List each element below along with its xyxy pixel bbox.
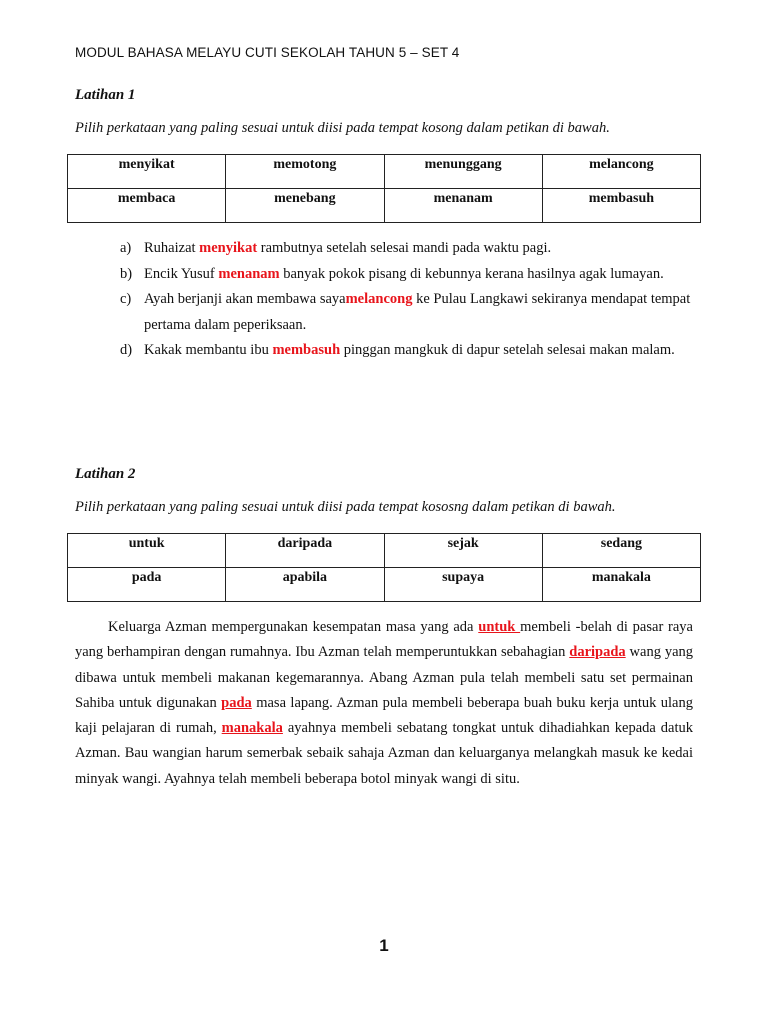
latihan-2-instruction: Pilih perkataan yang paling sesuai untuk diisi pada tempat kososng dalam petikan di bawah. — [75, 499, 616, 515]
item-text: Ruhaizat — [144, 240, 200, 256]
table-row — [68, 534, 701, 568]
word-cell: menyikat — [68, 155, 226, 189]
answer-word: daripada — [569, 644, 626, 661]
word-cell: sejak — [384, 534, 542, 568]
table-row — [68, 568, 701, 602]
item-text: Ayah berjanji akan membawa saya — [144, 291, 346, 307]
word-cell: menebang — [226, 189, 384, 223]
passage-text: masa lapang. Azman pula membeli beberapa buah buku kerja untuk ulang kaji pelajaran di rumah, — [75, 694, 693, 737]
latihan-1-instruction: Pilih perkataan yang paling sesuai untuk diisi pada tempat kosong dalam petikan di bawah. — [75, 120, 610, 136]
answer-word: manakala — [221, 720, 283, 737]
word-cell: melancong — [542, 155, 700, 189]
passage-text: ayahnya membeli sebatang tongkat untuk dihadiahkan kepada datuk Azman. Bau wangian harum semerbak sebaik sahaja Azman dan keluarganya melangkah masuk ke kedai minyak wangi. Ayahnya telah membeli beberapa botol minyak wangi di situ. — [75, 720, 693, 787]
word-cell: memotong — [226, 155, 384, 189]
word-cell: pada — [68, 568, 226, 602]
item-marker: a) — [120, 240, 132, 256]
latihan-1-answer-list — [120, 236, 700, 364]
word-cell: apabila — [226, 568, 384, 602]
answer-word: menyikat — [199, 240, 258, 256]
table-row — [68, 189, 701, 223]
item-marker: b) — [120, 265, 133, 282]
item-text: banyak pokok pisang di kebunnya kerana hasilnya agak lumayan. — [279, 265, 664, 282]
passage-text: Keluarga Azman mempergunakan kesempatan masa yang ada — [108, 619, 479, 635]
answer-word: pada — [221, 694, 252, 711]
table-row — [68, 155, 701, 189]
page-number: 1 — [379, 936, 389, 955]
item-text: rambutnya setelah selesai mandi pada waktu pagi. — [257, 240, 552, 256]
list-item — [120, 236, 700, 262]
latihan-1-heading: Latihan 1 — [75, 87, 136, 103]
word-cell: menunggang — [384, 155, 542, 189]
answer-word: melancong — [345, 291, 413, 307]
list-item — [120, 338, 700, 364]
item-text: Encik Yusuf — [144, 265, 219, 282]
item-text: ke Pulau Langkawi sekiranya mendapat tempat pertama dalam peperiksaan. — [144, 291, 691, 333]
answer-word: menanam — [218, 265, 280, 282]
word-cell: untuk — [68, 534, 226, 568]
word-cell: membasuh — [542, 189, 700, 223]
latihan-2-passage — [75, 615, 693, 792]
latihan-1-word-table — [67, 154, 701, 223]
word-cell: menanam — [384, 189, 542, 223]
passage-text: wang yang dibawa untuk membeli makanan kegemarannya. Abang Azman pula telah membeli satu set permainan Sahiba untuk digunakan — [75, 644, 694, 711]
document-header: MODUL BAHASA MELAYU CUTI SEKOLAH TAHUN 5 – SET 4 — [75, 45, 460, 60]
word-cell: daripada — [226, 534, 384, 568]
word-cell: supaya — [384, 568, 542, 602]
item-marker: d) — [120, 342, 133, 358]
list-item — [120, 262, 700, 288]
item-text: Kakak membantu ibu — [144, 342, 273, 358]
item-text: pinggan mangkuk di dapur setelah selesai makan malam. — [340, 342, 675, 358]
latihan-2-word-table — [67, 533, 701, 602]
answer-word: membasuh — [272, 342, 341, 358]
word-cell: membaca — [68, 189, 226, 223]
list-item — [120, 287, 700, 338]
latihan-2-heading: Latihan 2 — [75, 466, 136, 482]
item-marker: c) — [120, 291, 132, 307]
word-cell: manakala — [542, 568, 700, 602]
answer-word: untuk — [478, 619, 521, 635]
passage-text: membeli -belah di pasar raya yang berhampiran dengan rumahnya. Ibu Azman telah memperuntukkan sebahagian — [75, 619, 693, 661]
word-cell: sedang — [542, 534, 700, 568]
